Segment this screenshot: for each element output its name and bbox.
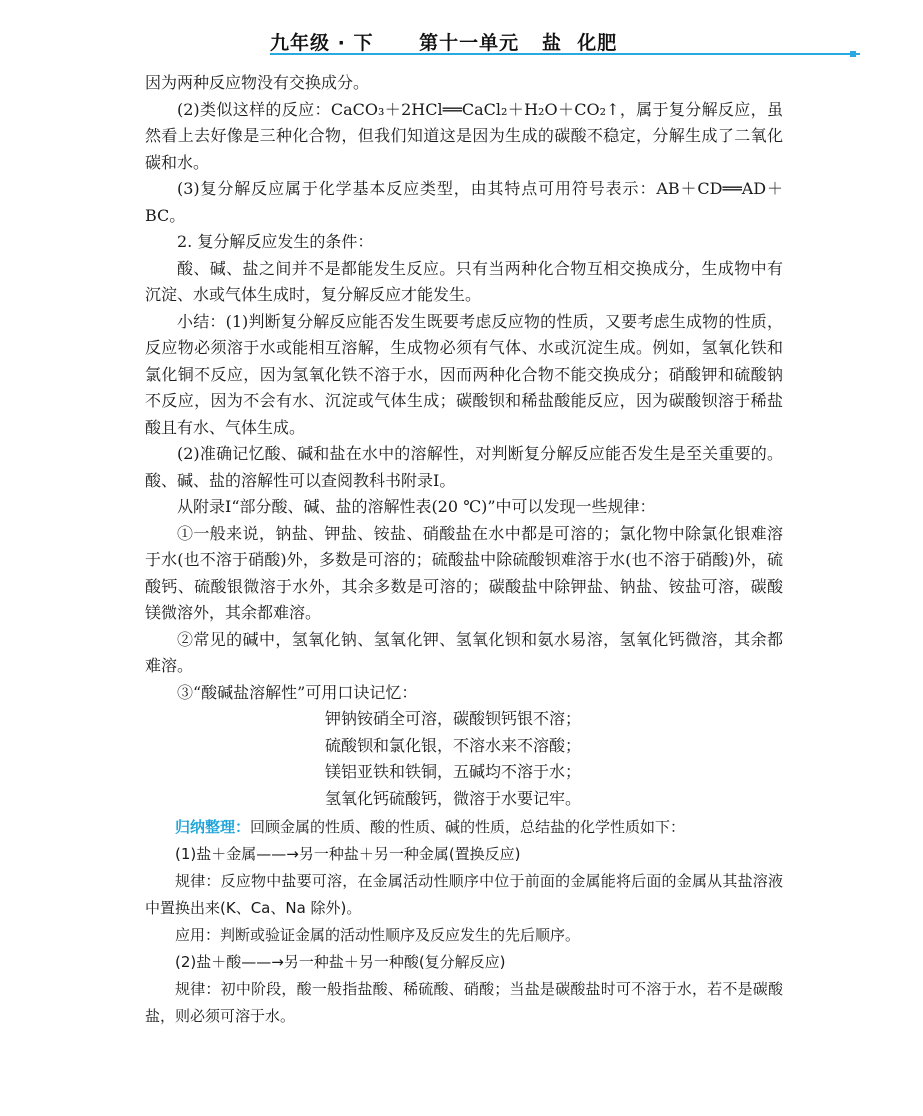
paragraph: ③“酸碱盐溶解性”可用口诀记忆：: [177, 682, 418, 702]
summary-line: 应用：判断或验证金属的活动性顺序及反应发生的先后顺序。: [175, 926, 581, 944]
mnemonic-verse: [145, 706, 783, 812]
paragraph: (2)准确记忆酸、碱和盐在水中的溶解性，对判断复分解反应能否发生是至关重要的。酸、碱、盐的溶解性可以查阅教科书附录Ⅰ。: [145, 444, 783, 490]
summary-section: [145, 814, 783, 1030]
summary-intro: [145, 814, 783, 841]
summary-line: (2)盐＋酸——→另一种盐＋另一种酸(复分解反应): [175, 953, 506, 971]
summary-line: 规律：初中阶段，酸一般指盐酸、稀硫酸、硝酸；当盐是碳酸盐时可不溶于水，若不是碳酸盐，则必须可溶于水。: [145, 980, 783, 1025]
summary-intro-text: 回顾金属的性质、酸的性质、碱的性质，总结盐的化学性质如下：: [250, 818, 686, 836]
section-heading: 2. 复分解反应发生的条件：: [177, 232, 374, 251]
paragraph: (2)类似这样的反应：CaCO₃＋2HCl══CaCl₂＋H₂O＋CO₂↑，属于复分解反应，虽然看上去好像是三种化合物，但我们知道这是因为生成的碳酸不稳定，分解生成了二氧化碳和水。: [145, 99, 783, 172]
verse-line: 钾钠铵硝全可溶，碳酸钡钙银不溶；: [325, 709, 582, 728]
verse-line: 硫酸钡和氯化银，不溶水来不溶酸；: [325, 735, 582, 755]
header-rule: [270, 53, 860, 55]
paragraph: (3)复分解反应属于化学基本反应类型，由其特点可用符号表示：AB＋CD══AD＋BC。: [145, 179, 783, 225]
header-grade: 九年级 · 下: [270, 32, 374, 54]
paragraph: 因为两种反应物没有交换成分。: [145, 73, 370, 92]
summary-line: 规律：反应物中盐要可溶，在金属活动性顺序中位于前面的金属能将后面的金属从其盐溶液中置换出来(K、Ca、Na 除外)。: [145, 872, 783, 917]
paragraph: ②常见的碱中，氢氧化钠、氢氧化钾、氢氧化钡和氨水易溶，氢氧化钙微溶，其余都难溶。: [145, 629, 783, 675]
summary-label: 归纳整理：: [175, 818, 251, 836]
paragraph: 小结：(1)判断复分解反应能否发生既要考虑反应物的性质，又要考虑生成物的性质，反应物必须溶于水或能相互溶解，生成物必须有气体、水或沉淀生成。例如，氢氧化铁和氯化铜不反应，因为氢氧化铁不溶于水，因而两种化合物不能交换成分；硝酸钾和硫酸钠不反应，因为不会有水、沉淀或气体生成；碳酸钡和稀盐酸能反应，因为碳酸钡溶于稀盐酸且有水、气体生成。: [145, 311, 783, 437]
page-header: [270, 28, 617, 55]
header-unit: 第十一单元: [419, 32, 520, 54]
header-topic: 盐 化肥: [542, 32, 618, 54]
verse-line: 镁铝亚铁和铁铜，五碱均不溶于水；: [325, 762, 582, 781]
verse-line: 氢氧化钙硫酸钙，微溶于水要记牢。: [325, 788, 582, 808]
page-body: [145, 70, 783, 1030]
paragraph: 酸、碱、盐之间并不是都能发生反应。只有当两种化合物互相交换成分，生成物中有沉淀、水或气体生成时，复分解反应才能发生。: [145, 258, 783, 304]
summary-line: (1)盐＋金属——→另一种盐＋另一种金属(置换反应): [175, 845, 521, 863]
paragraph: ①一般来说，钠盐、钾盐、铵盐、硝酸盐在水中都是可溶的；氯化物中除氯化银难溶于水(也不溶于硝酸)外，多数是可溶的；硫酸盐中除硫酸钡难溶于水(也不溶于硝酸)外，硫酸钙、硫酸银微溶于水外，其余多数是可溶的；碳酸盐中除钾盐、钠盐、铵盐可溶，碳酸镁微溶外，其余都难溶。: [145, 523, 783, 622]
paragraph: 从附录Ⅰ“部分酸、碱、盐的溶解性表(20 ℃)”中可以发现一些规律：: [177, 497, 656, 516]
